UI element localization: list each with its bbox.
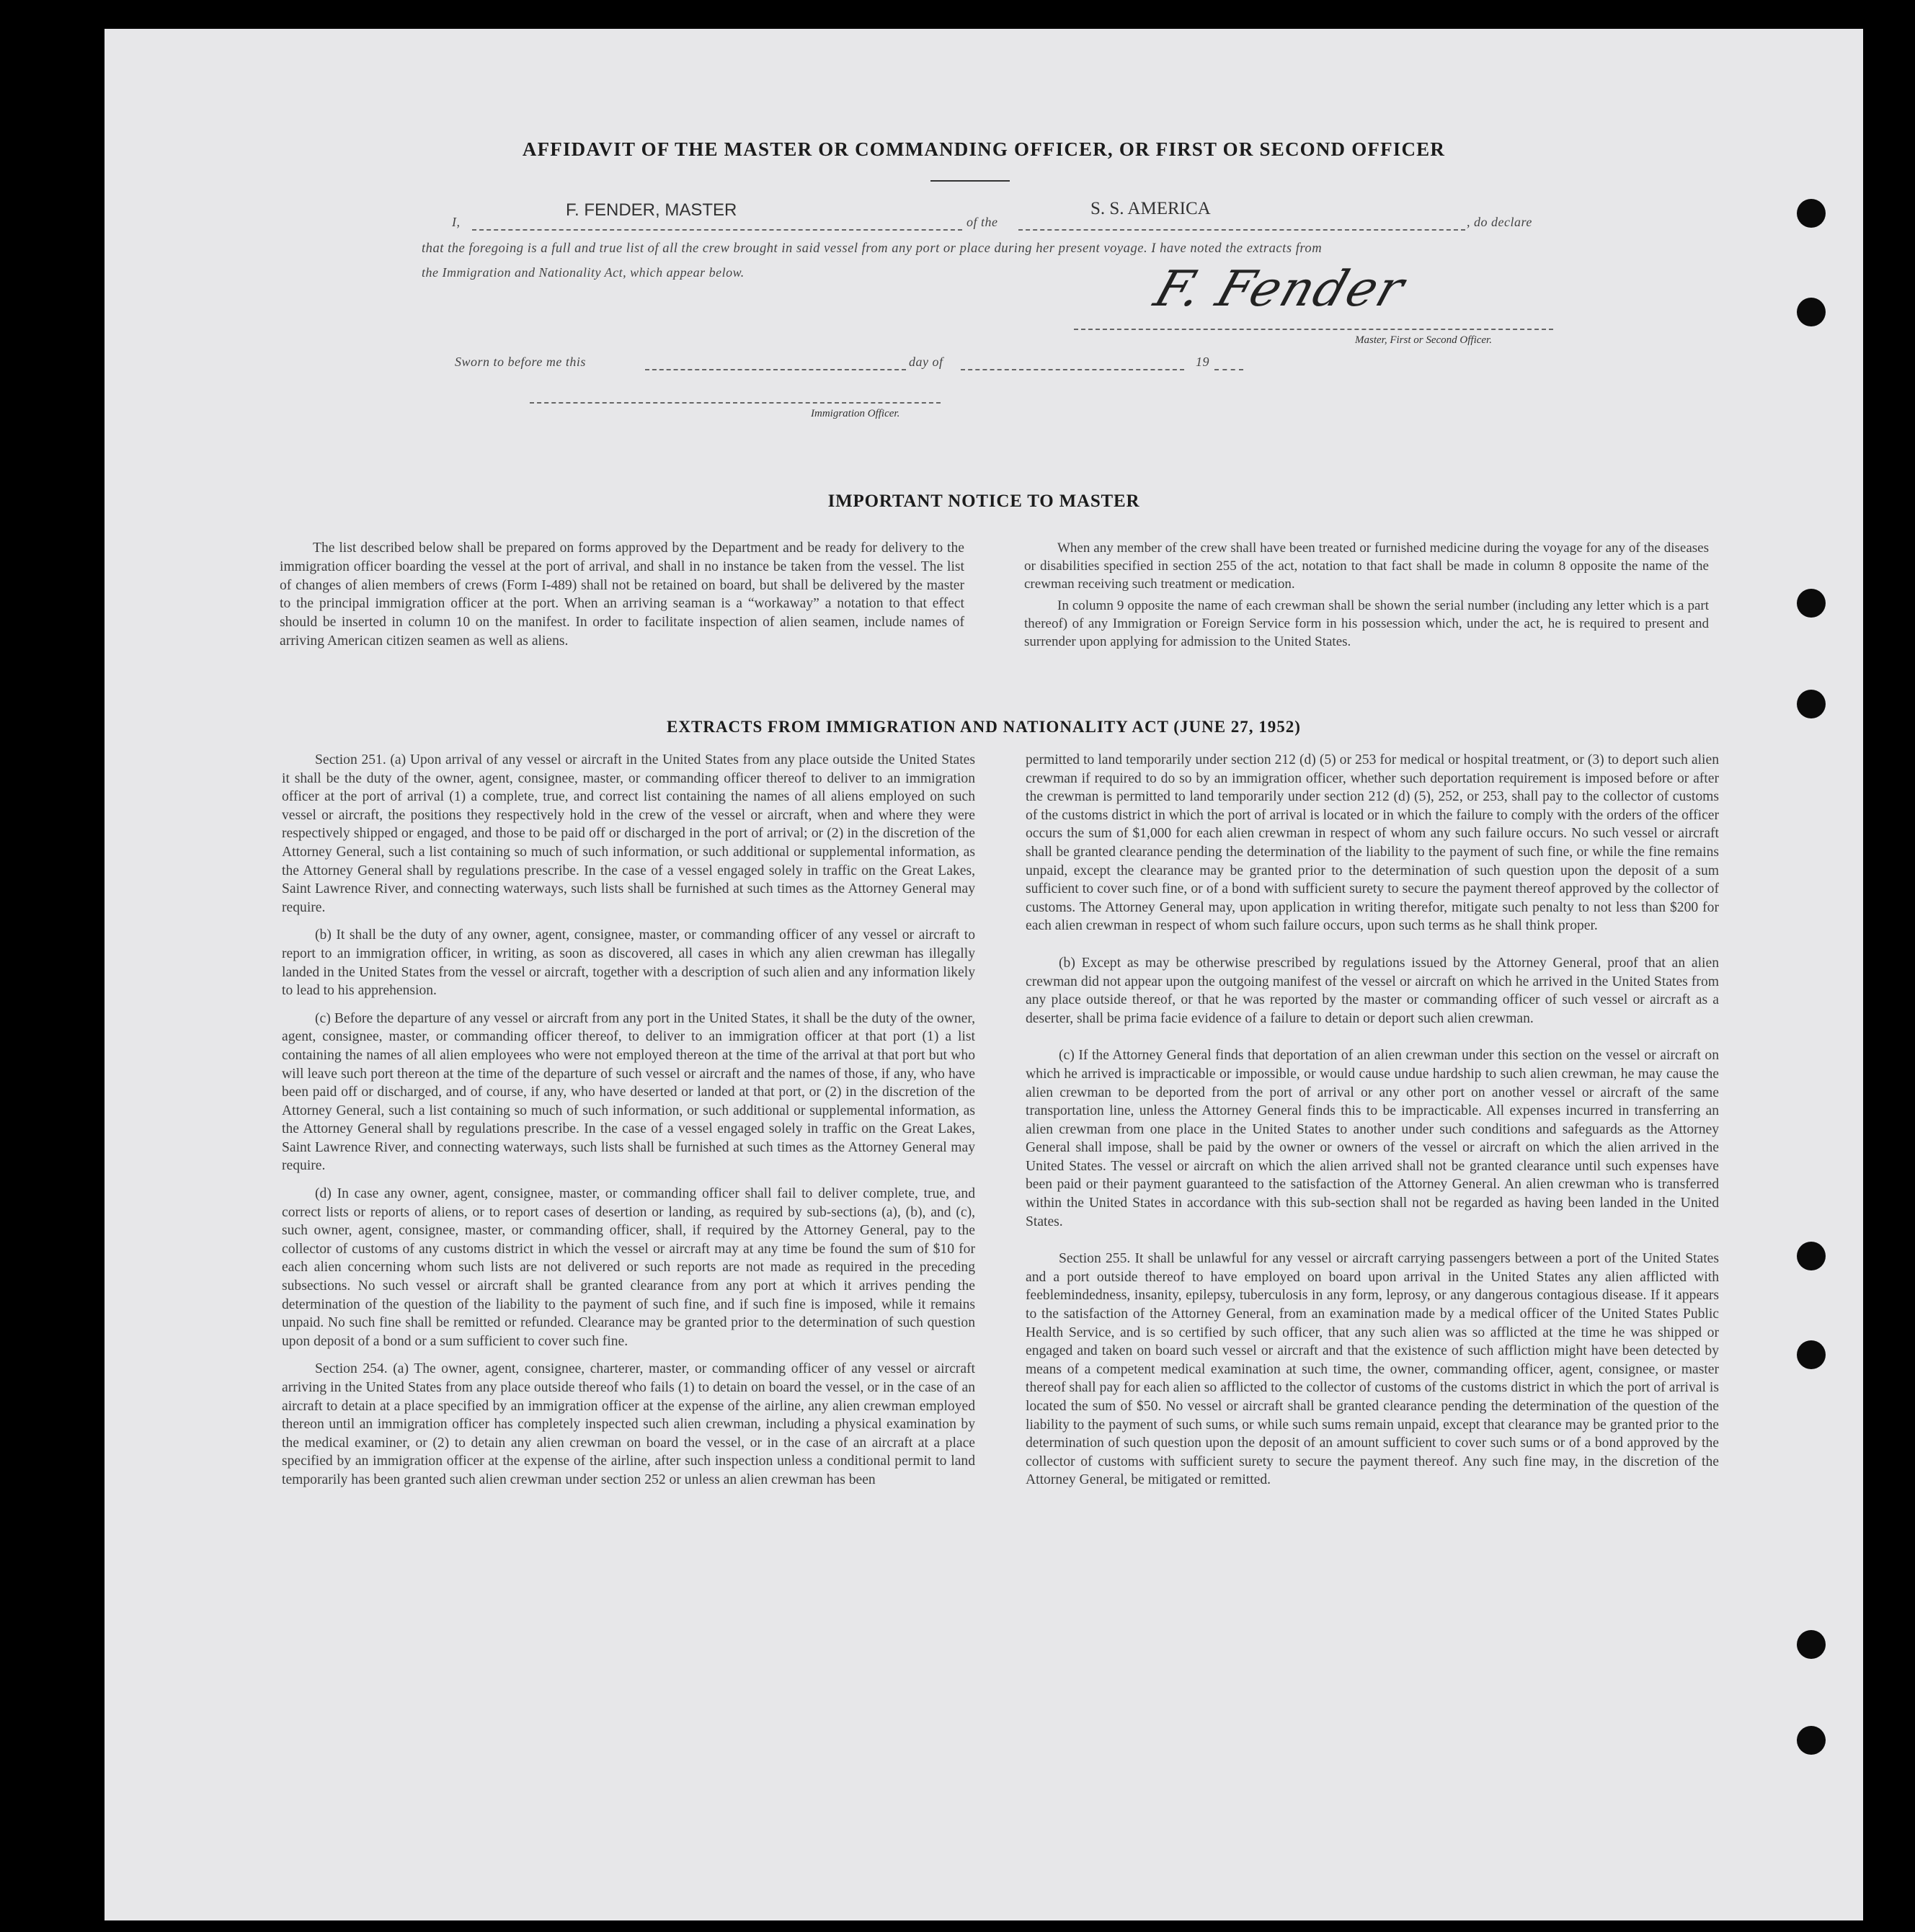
sworn-label: Sworn to before me this <box>455 355 586 369</box>
notice-left-paragraph: The list described below shall be prepared on forms approved by the Department and be ready for delivery to the immigration officer boarding the vessel at the port of arrival, and shall in no instance be taken from the vessel. The list of changes of alien members of crews (Form I-489) shall not be retained on board, but shall be delivered by the master to the principal immigration officer at the port. When an arriving seaman is a “workaway” a notation to that effect should be inserted in column 10 on the manifest. In order to facilitate inspection of alien seamen, include names of arriving American citizen seamen as well as aliens. <box>280 540 964 649</box>
document-page <box>105 29 1863 1920</box>
punch-hole <box>1797 1340 1826 1369</box>
punch-hole <box>1797 1726 1826 1755</box>
punch-hole <box>1797 1630 1826 1659</box>
officer-signature-line <box>530 402 941 404</box>
day-of-label: day of <box>909 355 943 369</box>
sworn-year-line <box>1214 369 1243 370</box>
signature-line <box>1074 329 1553 330</box>
sworn-day-line <box>645 369 906 370</box>
affidavit-title: AFFIDAVIT OF THE MASTER OR COMMANDING OFFICER, OR FIRST OR SECOND OFFICER <box>522 138 1446 160</box>
punch-hole <box>1797 589 1826 618</box>
section-251-d: (d) In case any owner, agent, consignee, master, or commanding officer shall fail to deliver complete, true, and correct lists or reports of aliens, or to report cases of desertion or landing, as required by sub-sections (a), (b), and (c), such owner, agent, consignee, master, or commanding officer, shall, if required by the Attorney General, pay to the collector of customs of any customs district in which the vessel or aircraft may at any time be found the sum of $10 for each alien concerning whom such lists are not delivered or such reports are not made as required in the preceding subsections. No such vessel or aircraft shall be granted clearance from any port at which it arrives pending the determination of the question of the liability to the payment of such fine, and if such fine is imposed, while it remains unpaid. No such fine shall be remitted or refunded. Clearance may be granted prior to the determination of such question upon deposit of a bond or a sum sufficient to cover such fine. <box>282 1186 975 1349</box>
section-254-a: Section 254. (a) The owner, agent, consignee, charterer, master, or commanding officer of any vessel or aircraft arriving in the United States from any place outside thereof who fails (1) to detain on board the vessel, or in the case of an aircraft to detain at a place specified by an immigration officer at the expense of the airline, any alien crewman employed thereon until an immigration officer has completely inspected such alien crewman, including a physical examination by the medical examiner, or (2) to detain any alien crewman on board the vessel, or in the case of an aircraft at a place specified by an immigration officer at the expense of the airline, after such inspection unless a conditional permit to land temporarily has been granted such alien crewman under section 252 or unless an alien crewman has been <box>282 1361 975 1487</box>
officer-caption: Immigration Officer. <box>811 408 900 419</box>
punch-hole <box>1797 690 1826 718</box>
declaration-line-2: the Immigration and Nationality Act, which appear below. <box>422 265 745 280</box>
section-251-b: (b) It shall be the duty of any owner, agent, consignee, master, or commanding officer of any vessel or aircraft to report to an immigration officer, in writing, as soon as discovered, all cases in which any alien crewman has illegally landed in the United States from the vessel or aircraft, together with a description of such alien and any information likely to lead to his apprehension. <box>282 927 975 999</box>
section-251-c: (c) Before the departure of any vessel or aircraft from any port in the United States, it shall be the duty of the owner, agent, consignee, master, or commanding officer thereof, to deliver to an immigration officer at that port (1) a list containing the names of all alien employees who were not employed thereon at the time of the arrival at that port but who will leave such port thereon at the time of the departure of such vessel or aircraft and the names of those, if any, who have been paid off or discharged, and of course, if any, who have deserted or landed at that port, or (2) in the discretion of the Attorney General, such a list containing so much of such information, or such additional or supplemental information, as the Attorney General shall by regulations prescribe. In the case of a vessel engaged solely in traffic on the Great Lakes, Saint Lawrence River, and connecting waterways, such lists shall be furnished at such times as the Attorney General may require. <box>282 1010 975 1174</box>
vessel-blank-line <box>1018 229 1465 231</box>
notice-right-column <box>1024 539 1709 660</box>
notice-left-column <box>280 539 964 660</box>
section-251-a: Section 251. (a) Upon arrival of any vessel or aircraft in the United States from any place outside the United States it shall be the duty of the owner, agent, consignee, master, or commanding officer thereof to deliver to an immigration officer at the port of arrival (1) a complete, true, and correct list containing the names of all aliens employed on such vessel or aircraft, the positions they respectively hold in the crew of the vessel or aircraft, when and where they were respectively shipped or engaged, and those to be paid off or discharged in the port of arrival; or (2) in the discretion of the Attorney General, such a list containing so much of such information, or such additional or supplemental information, as the Attorney General shall by regulations prescribe. In the case of a vessel engaged solely in traffic on the Great Lakes, Saint Lawrence River, and connecting waterways, such lists shall be furnished at such times as the Attorney General may require. <box>282 752 975 915</box>
signature-caption: Master, First or Second Officer. <box>1355 334 1492 346</box>
extracts-right-column <box>1026 751 1719 1499</box>
sworn-month-line <box>961 369 1184 370</box>
year-label: 19 <box>1196 355 1209 369</box>
section-255: Section 255. It shall be unlawful for any vessel or aircraft carrying passengers between a port of the United States and a port outside thereof to have employed on board upon arrival in the United States any alien afflicted with feeblemindedness, insanity, epilepsy, tuberculosis in any form, leprosy, or any dangerous contagious disease. If it appears to the satisfaction of the Attorney General, from an examination made by a medical officer of the United States Public Health Service, and is so certified by such officer, that any such alien was so afflicted at the time he was shipped or engaged and taken on board such vessel or aircraft and that the existence of such affliction might have been detected by means of a competent medical examination at such time, the owner, commanding officer, agent, consignee, or master thereof shall pay for each alien so afflicted to the collector of customs of the customs district in which the port of arrival is located the sum of $50. No vessel or aircraft shall be granted clearance pending the determination of the question of the liability to the payment of such sums, or while such sums remain unpaid, except that clearance may be granted prior to the determination of such question upon the deposit of an amount sufficient to cover such sums or of a bond approved by the collector of customs with sufficient surety to secure the payment thereof. Any such fine may, in the discretion of the Attorney General, be mitigated or remitted. <box>1026 1251 1719 1488</box>
section-254-a-continued: permitted to land temporarily under section 212 (d) (5) or 253 for medical or hospital treatment, or (3) to deport such alien crewman if required to do so by an immigration officer, whether such deportation requirement is imposed before or after the crewman is permitted to land temporarily under section 212 (d) (5), 252, or 253, shall pay to the collector of customs of the customs district in which the port of arrival is located or in which the failure to comply with the orders of the officer occurs the sum of $1,000 for each alien crewman in respect of whom any such failure occurs. No such vessel or aircraft shall be granted clearance pending the determination of the liability to the payment of such fine, or while the fine remains unpaid, except the clearance may be granted prior to the determination of such question upon the deposit of a sum sufficient to cover such fine, or of a bond with sufficient surety to secure the payment thereof approved by the collector of customs. The Attorney General may, upon application in writing therefor, mitigate such penalty to not less than $200 for each alien crewman in respect of whom such failure occurs, upon such terms as he shall think proper. <box>1026 752 1719 934</box>
extracts-left-column <box>282 751 975 1499</box>
do-declare-label: , do declare <box>1467 215 1532 229</box>
section-254-c: (c) If the Attorney General finds that deportation of an alien crewman under this section on the vessel or aircraft on which he arrived is impracticable or impossible, or would cause undue hardship to such alien crewman, he may cause the alien crewman to be deported from the port of arrival or any other port on another vessel or aircraft of the same transportation line, unless the Attorney General finds this to be impracticable. All expenses incurred in transferring an alien crewman from one place in the United States to another under such conditions and safeguards as the Attorney General shall impose, shall be paid by the owner or owners of the vessel or aircraft on which the alien arrived in the United States. The vessel or aircraft on which the alien arrived shall not be granted clearance until such expenses have been paid or their payment guaranteed to the satisfaction of the Attorney General. An alien crewman who is transferred within the United States in accordance with this sub-section shall not be regarded as having been landed in the United States. <box>1026 1048 1719 1229</box>
punch-hole <box>1797 199 1826 228</box>
notice-right-paragraph-2: In column 9 opposite the name of each crewman shall be shown the serial number (including any letter which is a part thereof) of any Immigration or Foreign Service form in his possession which, under the act, he is required to present and surrender upon applying for admission to the United States. <box>1024 597 1709 650</box>
i-label: I, <box>452 215 461 229</box>
punch-hole <box>1797 298 1826 326</box>
master-signature: F. Fender <box>1147 261 1413 318</box>
master-name-field: F. FENDER, MASTER <box>566 200 737 220</box>
of-the-label: of the <box>967 215 998 229</box>
title-underline <box>930 180 1010 182</box>
declaration-line-1: that the foregoing is a full and true list of all the crew brought in said vessel from any port or place during her present voyage. I have noted the extracts from <box>422 241 1323 256</box>
name-blank-line <box>472 229 962 231</box>
section-254-b: (b) Except as may be otherwise prescribed by regulations issued by the Attorney General, proof that an alien crewman did not appear upon the outgoing manifest of the vessel or aircraft on which he arrived in the United States from any place outside thereof, or that he was reported by the master or commanding officer of such vessel or aircraft as a deserter, shall be prima facie evidence of a failure to detain or deport such alien crewman. <box>1026 955 1719 1026</box>
vessel-name-field: S. S. AMERICA <box>1090 199 1211 218</box>
extracts-title: EXTRACTS FROM IMMIGRATION AND NATIONALITY ACT (JUNE 27, 1952) <box>667 718 1301 736</box>
notice-title: IMPORTANT NOTICE TO MASTER <box>827 491 1140 511</box>
punch-hole <box>1797 1242 1826 1270</box>
notice-right-paragraph-1: When any member of the crew shall have been treated or furnished medicine during the voyage for any of the diseases or disabilities specified in section 255 of the act, notation to that fact shall be made in column 8 opposite the name of the crewman receiving such treatment or medication. <box>1024 540 1709 592</box>
